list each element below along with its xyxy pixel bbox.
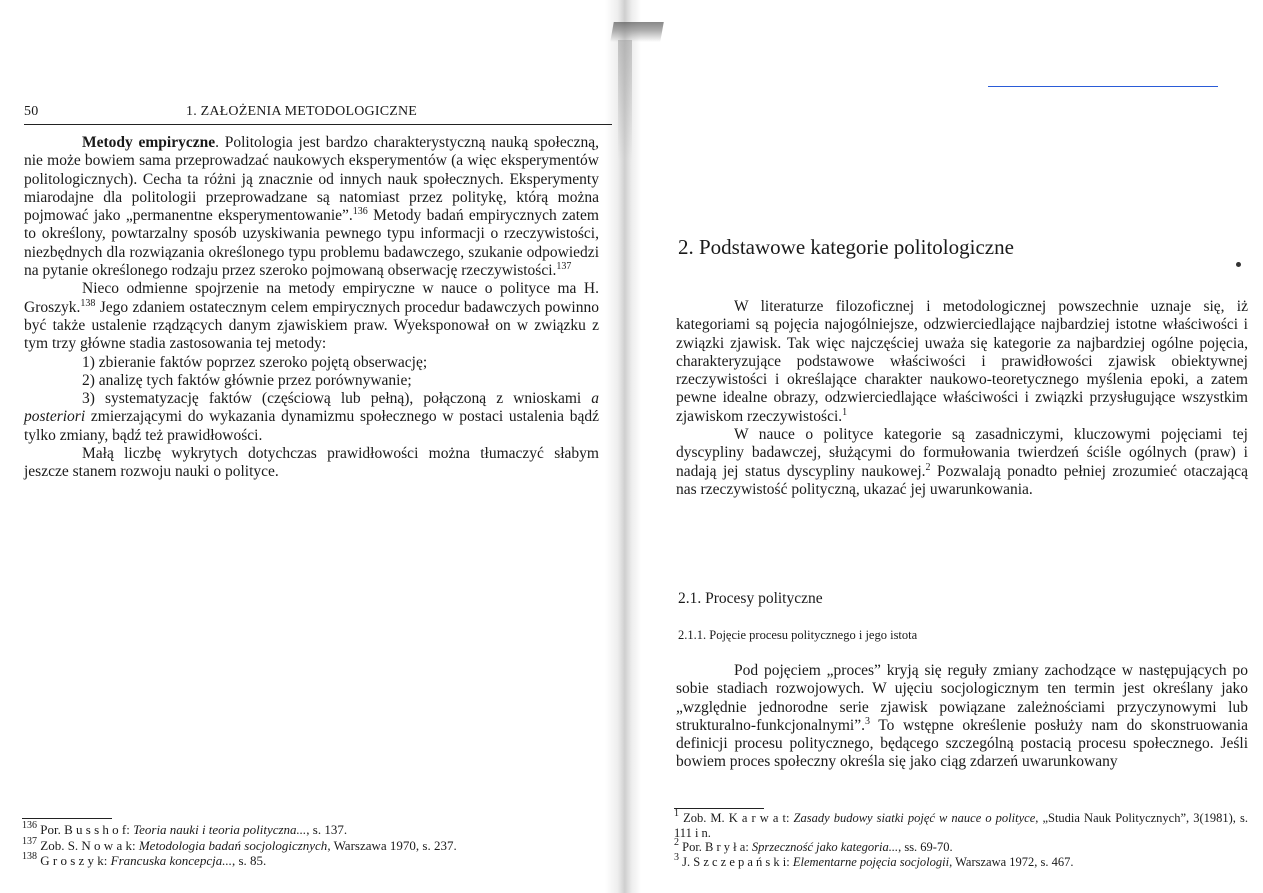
running-title: 1. ZAŁOŻENIA METODOLOGICZNE <box>186 104 418 119</box>
footnote-ref: 137 <box>556 261 572 273</box>
footnote-ref: 136 <box>352 206 368 218</box>
paragraph-empirical-methods: Metody empiryczne. Politologia jest bardzo charakterystyczną nauką społeczną, nie może bowiem sama przeprowadzać naukowych eksperymentów (a więc eksperymentów politologicznych). Cecha ta różni ją znacznie od innych nauk społecznych. Eksperymenty miarodajne dla politologii przeprowadzane są natomiast przez politykę, którą można pojmować jako „permanentne eksperymentowanie”.$^{136}$ Metody badań empirycznych zatem to określony, powtarzalny sposób uzyskiwania pewnego typu informacji o rzeczywistości, niezbędnych dla rozwiązania określonego typu problemu badawczego, szukanie odpowiedzi na pytanie określonego rodzaju przez szeroko pojmowaną obserwację rzeczywistości.$^{137}$ <box>24 134 599 280</box>
footnote-rule <box>674 808 764 809</box>
footnote-rule <box>22 818 112 819</box>
left-body-text <box>24 134 599 482</box>
header-rule <box>24 124 612 125</box>
paragraph-conclusion: Małą liczbę wykrytych dotychczas prawidłowości można tłumaczyć słabym jeszcze stanem rozwoju nauki o polityce. <box>24 445 599 481</box>
footnote: $^{137}$ Zob. S. N o w a k: Metodologia badań socjologicznych, Warszawa 1970, s. 237. <box>22 835 457 853</box>
footnote: $^{136}$ Por. B u s s h o f: Teoria nauki i teoria polityczna..., s. 137. <box>22 820 348 837</box>
footnote-ref: 3 <box>864 715 870 727</box>
footnote-ref: 2 <box>925 461 931 473</box>
paragraph-heading: Metody empiryczne <box>82 134 216 151</box>
paragraph-groszyk: Nieco odmienne spojrzenie na metody empiryczne w nauce o polityce ma H. Groszyk.$^{138}$ Jego zdaniem ostatecznym celem empirycznych procedur badawczych powinno być także ustalenie rządzących danym zjawiskiem praw. Wyeksponował on w związku z tym trzy główne stadia zastosowania tej metody: <box>24 280 599 353</box>
left-footnotes <box>22 822 602 869</box>
paragraph-political-science: W nauce o polityce kategorie są zasadniczymi, kluczowymi pojęciami tej dyscypliny badawczej, służącymi do formułowania twierdzeń ściśle ogólnych (praw) i nadają jej status dyscypliny naukowej.$^2$ Pozwalają ponadto pełniej zrozumieć otaczającą nas rzeczywistość polityczną, ukazać jej uwarunkowania. <box>676 426 1248 498</box>
footnote: $^3$ J. S z c z e p a ń s k i: Elementarne pojęcia socjologii, Warszawa 1972, s. 467. <box>674 851 1074 869</box>
footnote: $^1$ Zob. M. K a r w a t: Zasady budowy siatki pojęć w nauce o polityce, „Studia Nauk Politycznych”, 3(1981), s. 111 i n. <box>674 808 1248 840</box>
right-page <box>630 0 1263 893</box>
chapter-title: 2. Podstawowe kategorie politologiczne <box>678 235 1014 259</box>
scan-speck <box>1236 262 1241 267</box>
list-item: 1) zbieranie faktów poprzez szeroko pojętą obserwację; <box>82 353 428 371</box>
left-page <box>0 0 610 893</box>
section-title: 2.1. Procesy polityczne <box>678 590 823 607</box>
list-item: 3) systematyzację faktów (częściową lub pełną), połączoną z wnioskami a posteriori zmierzającymi do wykazania dynamizmu społecznego w postaci ustalenia bądź tylko zmiany, bądź też prawidłowości. <box>24 390 599 444</box>
footnote-ref: 138 <box>80 297 96 309</box>
footnote-ref: 1 <box>842 406 848 418</box>
right-body-text-bottom <box>676 662 1248 772</box>
right-footnotes <box>674 808 1248 869</box>
page-number: 50 <box>24 104 39 119</box>
footnote: $^{138}$ G r o s z y k: Francuska koncepcja..., s. 85. <box>22 851 267 868</box>
right-body-text-top <box>676 298 1248 499</box>
subsection-title: 2.1.1. Pojęcie procesu politycznego i jego istota <box>678 628 918 642</box>
footnote: $^2$ Por. B r y ł a: Sprzeczność jako kategoria..., ss. 69-70. <box>674 837 953 854</box>
list-item: 2) analizę tych faktów głównie przez porównywanie; <box>82 371 412 389</box>
paragraph-categories: W literaturze filozoficznej i metodologicznej powszechnie uznaje się, iż kategoriami są pojęcia najogólniejsze, odzwierciedlające najbardziej istotne właściwości i związki zjawisk. Tak więc najczęściej uważa się kategorie za najbardziej ogólne pojęcia, charakteryzujące podstawowe właściwości i prawidłowości zjawisk obiektywnej rzeczywistości i określające charakter naukowo-teoretycznego myślenia epoki, a zatem pewne idealne obrazy, odzwierciedlające właściwości i związki przysługujące wszystkim zjawiskom rzeczywistości.$^1$ <box>676 298 1248 425</box>
paragraph-process: Pod pojęciem „proces” kryją się reguły zmiany zachodzące w następujących po sobie stadiach rozwojowych. W ujęciu socjologicznym ten termin jest określany jako „względnie jednorodne serie zjawisk powiązane zależnościami przyczynowymi lub strukturalno-funkcjonalnymi”.$^3$ To wstępne określenie posłuży nam do skonstruowania definicji procesu politycznego, będącego szczególną postacią procesu społecznego. Jeśli bowiem proces społeczny określa się jako ciąg zdarzeń uwarunkowany <box>676 662 1248 771</box>
